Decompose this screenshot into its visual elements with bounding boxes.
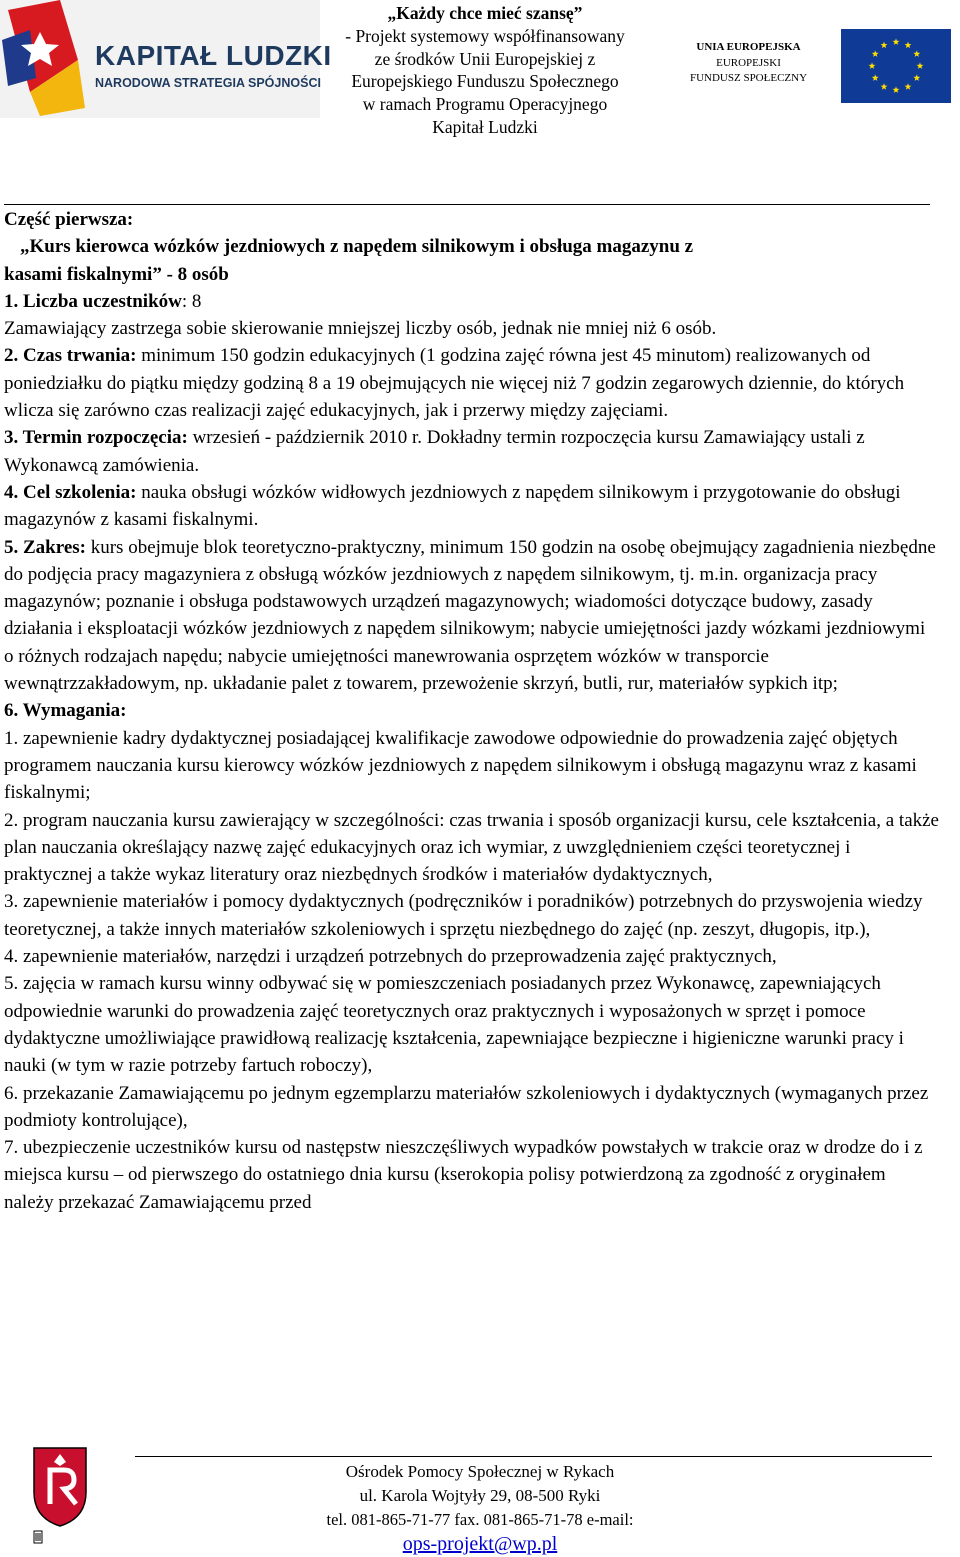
page-footer	[180, 1460, 780, 1557]
kapital-ludzki-logo	[0, 0, 332, 118]
project-name: „Każdy chce mieć szansę”	[387, 3, 583, 23]
project-line: Kapitał Ludzki	[432, 116, 538, 137]
course-title	[4, 261, 939, 288]
section-label: 5. Zakres:	[4, 536, 86, 558]
requirement-item: 4. zapewnienie materiałów, narzędzi i urządzeń potrzebnych do przeprowadzenia zajęć praktycznych,	[4, 946, 777, 968]
project-line: w ramach Programu Operacyjnego	[362, 94, 608, 115]
eu-label	[676, 40, 821, 87]
course-title-line: „Kurs kierowca wózków jezdniowych z napędem silnikowym i obsługa magazynu z	[20, 236, 694, 258]
kapital-ludzki-emblem-icon	[0, 0, 95, 118]
header-divider	[4, 204, 930, 205]
logo-title: KAPITAŁ LUDZKI	[95, 40, 332, 71]
section-label: 1. Liczba uczestników	[4, 290, 182, 312]
section-text: kurs obejmuje blok teoretyczno-praktyczny, minimum 150 godzin na osobę obejmujący zagadnienia niezbędne do podjęcia pracy magazyniera z obsługą wózków jezdniowych z napędem silnikowym, tj. m.in. organizacja pracy magazynów; poznanie i obsługa podstawowych urządzeń magazynowych; wiadomości dotyczące budowy, zasady działania i eksploatacji wózków jezdniowych z napędem silnikowym; nabycie umiejętności jazdy wózkami jezdniowymi o różnych rodzajach napędu; nabycie umiejętności manewrowania osprzętem wózków w transporcie wewnątrzzakładowym, np. układanie palet z towarem, przewożenie skrzyń, butli, rur, materiałów sypkich itp;	[4, 536, 936, 695]
project-line: ze środków Unii Europejskiej z	[374, 48, 596, 69]
eu-flag-icon	[841, 29, 951, 103]
section-label: 2. Czas trwania:	[4, 345, 137, 367]
part-heading: Część pierwsza:	[4, 209, 134, 230]
requirement-item: 3. zapewnienie materiałów i pomocy dydaktycznych (podręczników i poradników) potrzebnych do przyswojenia wiedzy teoretycznej, a także innych materiałów szkoleniowych i sprzętu niezbędnego do zajęć (np. zeszyt, długopis, itp.),	[4, 891, 923, 940]
section-requirements-heading: 6. Wymagania:	[4, 700, 127, 722]
section-start-date	[4, 424, 939, 479]
section-text: : 8	[181, 290, 202, 312]
section-text: minimum 150 godzin edukacyjnych (1 godzina zajęć równa jest 45 minutom) realizowanych od poniedziałku do piątku między godziną 8 a 19 obejmujących nie więcej niż 7 godzin zegarowych dziennie, do których wlicza się zarówno czas realizacji zajęć edukacyjnych, jak i przerwy między zajęciami.	[4, 345, 905, 422]
course-title-line: kasami fiskalnymi” - 8 osób	[4, 263, 229, 285]
footer-contact-line	[180, 1508, 780, 1557]
coat-of-arms-icon	[30, 1444, 90, 1528]
small-emblem-icon	[33, 1530, 43, 1544]
section-label: 4. Cel szkolenia:	[4, 481, 137, 503]
project-line: - Projekt systemowy współfinansowany	[345, 25, 625, 46]
section-text: nauka obsługi wózków widłowych jezdniowych z napędem silnikowym i przygotowanie do obsługi magazynów z kasami fiskalnymi.	[4, 481, 901, 531]
logo-subtitle: NARODOWA STRATEGIA SPÓJNOŚCI	[95, 76, 321, 90]
requirement-item: 2. program nauczania kursu zawierający w szczególności: czas trwania i sposób organizacji kursu, cele kształcenia, a także plan nauczania określający nazwę zajęć edukacyjnych oraz ich wymiar, z uwzględnieniem części teoretycznej i praktycznej a także wykaz literatury oraz niezbędnych środków i materiałów dydaktycznych,	[4, 809, 939, 886]
section-scope	[4, 534, 939, 698]
eu-label-line: FUNDUSZ SPOŁECZNY	[689, 72, 808, 84]
section-label: 3. Termin rozpoczęcia:	[4, 427, 188, 449]
eu-label-line: UNIA EUROPEJSKA	[696, 41, 801, 53]
page-header	[0, 0, 960, 150]
section-note: Zamawiający zastrzega sobie skierowanie mniejszej liczby osób, jednak nie mniej niż 6 osób.	[4, 318, 717, 340]
course-title	[4, 233, 939, 260]
project-description	[325, 2, 645, 139]
footer-contact: tel. 081-865-71-77 fax. 081-865-71-78 e-mail:	[326, 1510, 634, 1529]
project-line: Europejskiego Funduszu Społecznego	[351, 71, 619, 92]
footer-email-link[interactable]: ops-projekt@wp.pl	[402, 1533, 558, 1555]
footer-organization: Ośrodek Pomocy Społecznej w Rykach	[345, 1462, 615, 1481]
requirement-item: 6. przekazanie Zamawiającemu po jednym egzemplarzu materiałów szkoleniowych i dydaktycznych (wymaganych przez podmioty kontrolujące),	[4, 1082, 929, 1131]
document-body	[4, 206, 939, 1216]
section-text: wrzesień - październik 2010 r. Dokładny termin rozpoczęcia kursu Zamawiający ustali z Wykonawcą zamówienia.	[4, 427, 865, 476]
section-goal	[4, 479, 939, 534]
requirement-item: 1. zapewnienie kadry dydaktycznej posiadającej kwalifikacje zawodowe odpowiednie do prowadzenia zajęć objętych programem nauczania kursu kierowcy wózków jezdniowych z napędem silnikowym i obsługą magazynu wraz z kasami fiskalnymi;	[4, 727, 917, 804]
section-participants	[4, 288, 939, 315]
requirement-item: 5. zajęcia w ramach kursu winny odbywać się w pomieszczeniach posiadanych przez Wykonawcę, zapewniających odpowiednie warunki do prowadzenia zajęć teoretycznych oraz praktycznych i wyposażonych w sprzęt i pomoce dydaktyczne umożliwiające prawidłową realizację kształcenia, zapewniające bezpieczne i higieniczne warunki pracy i nauki (w tym w razie potrzeby fartuch roboczy),	[4, 973, 904, 1077]
footer-divider	[135, 1456, 932, 1457]
footer-address: ul. Karola Wojtyły 29, 08-500 Ryki	[359, 1486, 601, 1505]
eu-label-line: EUROPEJSKI	[716, 56, 781, 69]
section-duration	[4, 342, 939, 424]
requirement-item: 7. ubezpieczenie uczestników kursu od następstw nieszczęśliwych wypadków powstałych w trakcie oraz w drodze do i z miejsca kursu – od pierwszego do ostatniego dnia kursu (kserokopia polisy potwierdzoną za zgodność z oryginałem należy przekazać Zamawiającemu przed	[4, 1137, 923, 1213]
